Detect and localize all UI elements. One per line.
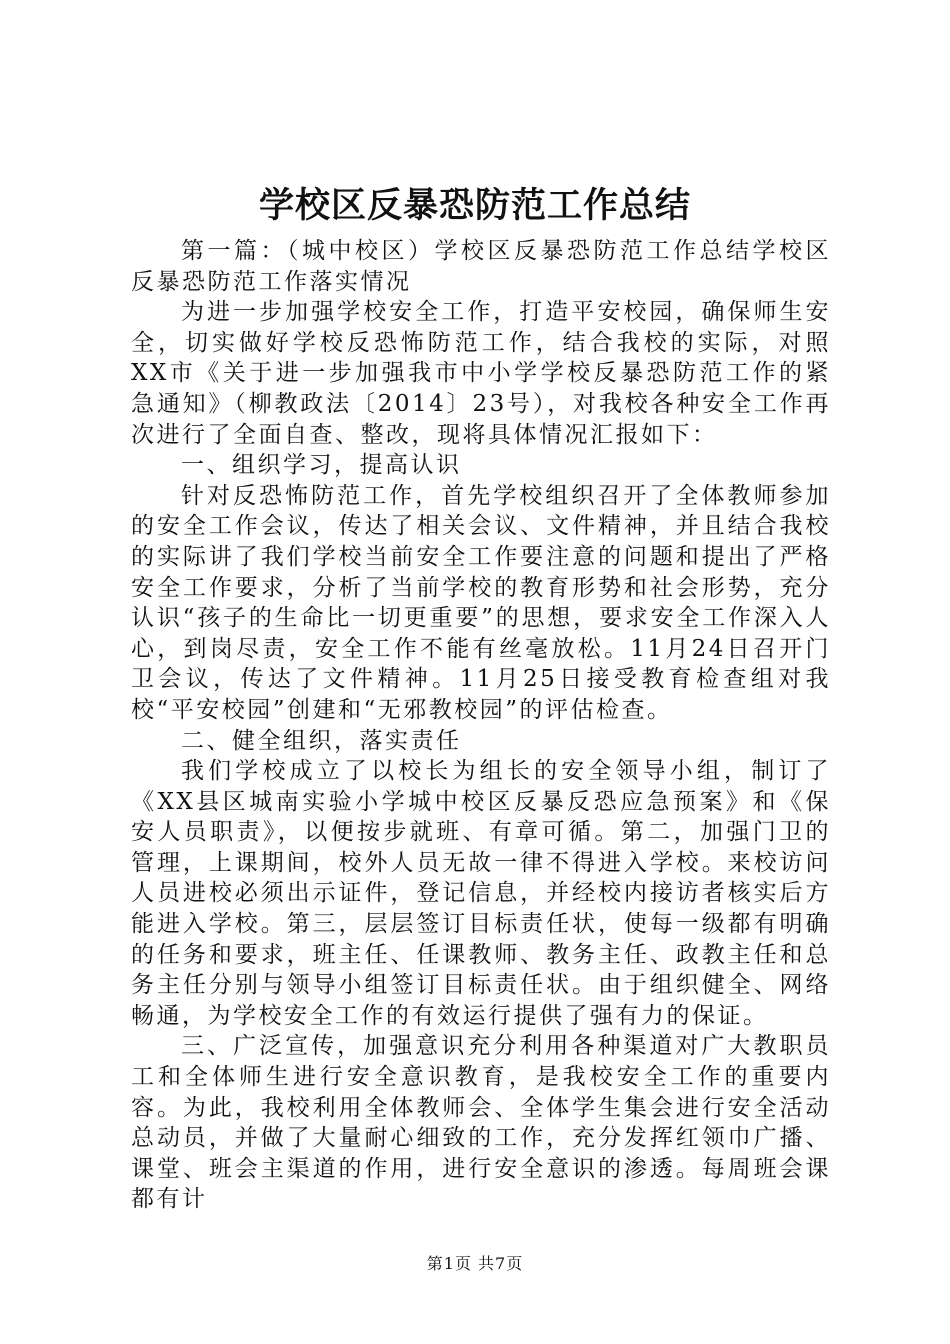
- document-body: [131, 236, 831, 1215]
- paragraph-heading-first: 第一篇：（城中校区）学校区反暴恐防范工作总结学校区反暴恐防范工作落实情况: [131, 238, 831, 295]
- section-heading-2: 二、健全组织，落实责任: [181, 727, 462, 754]
- paragraph-section-1: 针对反恐怖防范工作，首先学校组织召开了全体教师参加的安全工作会议，传达了相关会议、文件精神，并且结合我校的实际讲了我们学校当前安全工作要注意的问题和提出了严格安全工作要求，分析了当前学校的教育形势和社会形势，充分认识“孩子的生命比一切更重要”的思想，要求安全工作深入人心，到岗尽责，安全工作不能有丝毫放松。11月24日召开门卫会议，传达了文件精神。11月25日接受教育检查组对我校“平安校园”创建和“无邪教校园”的评估检查。: [131, 482, 831, 723]
- section-heading-1: 一、组织学习，提高认识: [181, 452, 462, 479]
- page-number: 第1页 共7页: [426, 1254, 524, 1273]
- document-title: 学校区反暴恐防范工作总结: [258, 185, 691, 226]
- paragraph-section-2: 我们学校成立了以校长为组长的安全领导小组，制订了《XX县区城南实验小学城中校区反暴反恐应急预案》和《保安人员职责》，以便按步就班、有章可循。第二，加强门卫的管理，上课期间，校外人员无故一律不得进入学校。来校访问人员进校必须出示证件，登记信息，并经校内接访者核实后方能进入学校。第三，层层签订目标责任状，使每一级都有明确的任务和要求，班主任、任课教师、教务主任、政教主任和总务主任分别与领导小组签订目标责任状。由于组织健全、网络畅通，为学校安全工作的有效运行提供了强有力的保证。: [131, 758, 831, 1029]
- paragraph-section-3: 三、广泛宣传，加强意识充分利用各种渠道对广大教职员工和全体师生进行安全意识教育，是我校安全工作的重要内容。为此，我校利用全体教师会、全体学生集会进行安全活动总动员，并做了大量耐心细致的工作，充分发挥红领巾广播、课堂、班会主渠道的作用，进行安全意识的渗透。每周班会课都有计: [131, 1033, 831, 1213]
- paragraph-intro: 为进一步加强学校安全工作，打造平安校园，确保师生安全，切实做好学校反恐怖防范工作，结合我校的实际，对照XX市《关于进一步加强我市中小学学校反暴恐防范工作的紧急通知》（柳教政法〔2014〕23号），对我校各种安全工作再次进行了全面自查、整改，现将具体情况汇报如下：: [131, 299, 831, 448]
